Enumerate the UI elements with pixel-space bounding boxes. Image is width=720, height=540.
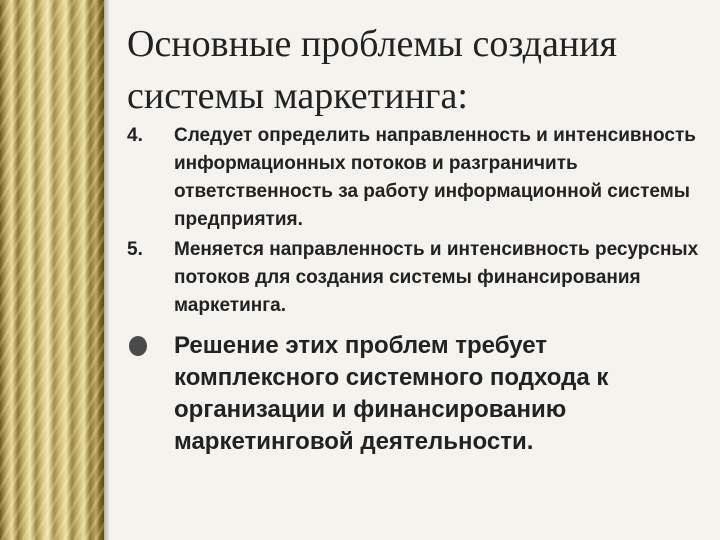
conclusion-text: Решение этих проблем требует комплексного системного подхода к организации и финансированию маркетинговой деятельности. <box>174 332 609 455</box>
list-item-text: Меняется направленность и интенсивность ресурсных потоков для создания системы финансирования маркетинга. <box>174 239 699 316</box>
list-number: 4. <box>127 125 143 146</box>
list-item-text: Следует определить направленность и интенсивность информационных потоков и разграничить ответственность за работу информационной системы предприятия. <box>174 125 696 230</box>
slide-title: Основные проблемы создания системы маркетинга: <box>127 23 617 117</box>
list-item-5 <box>127 236 712 320</box>
border-shadow <box>104 0 110 540</box>
conclusion-item <box>127 330 712 458</box>
list-item-4 <box>127 122 712 234</box>
decorative-gold-border <box>0 0 104 540</box>
slide-content <box>127 122 712 458</box>
list-number: 5. <box>127 239 143 260</box>
bullet-dot-icon <box>129 336 147 356</box>
